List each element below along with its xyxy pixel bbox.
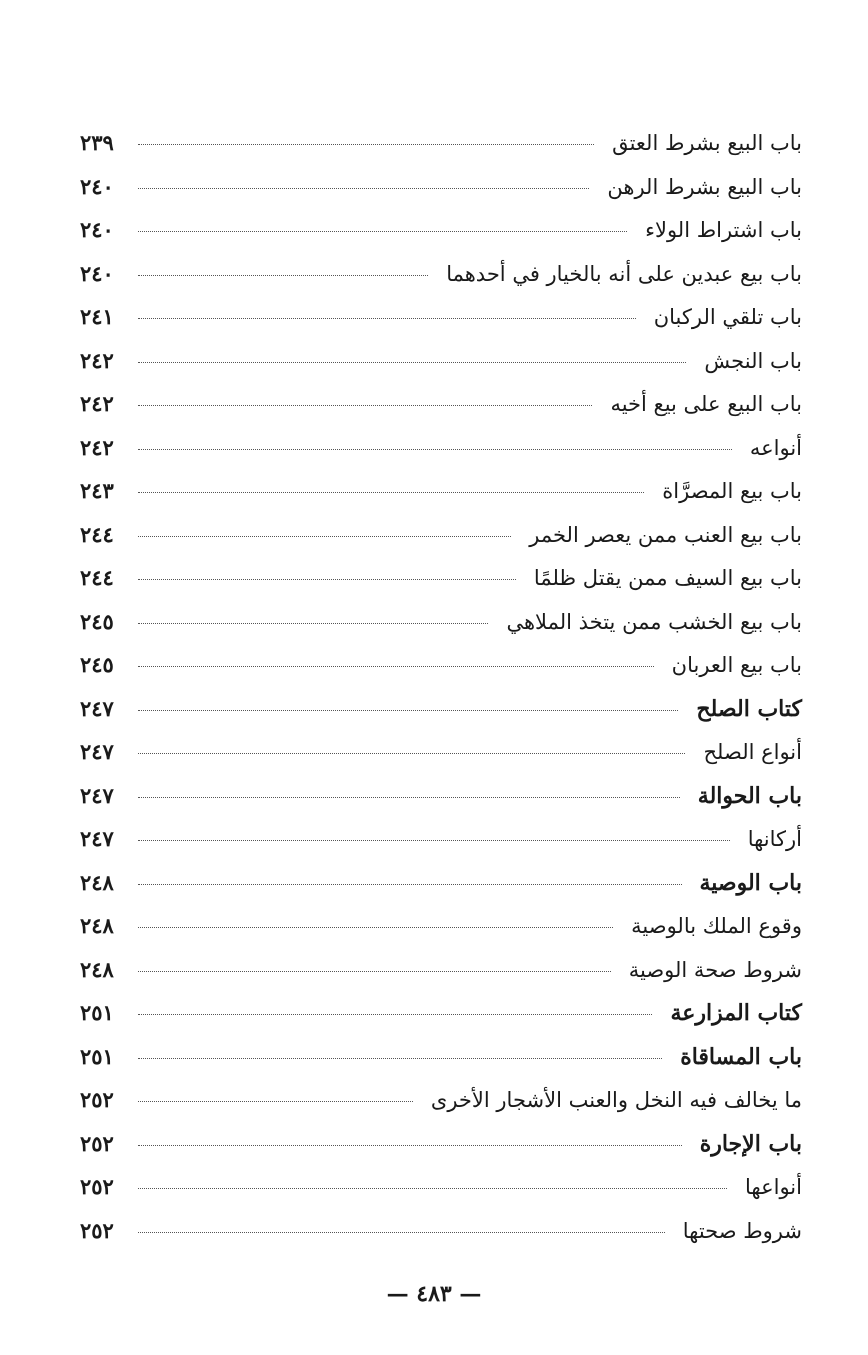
toc-entry: [80, 217, 802, 261]
toc-entry-page: ٢٤٢: [80, 347, 114, 373]
toc-entry-page: ٢٤٣: [80, 478, 114, 503]
dot-leader: [138, 231, 627, 232]
dot-leader: [138, 1014, 652, 1015]
toc-entry-page: ٢٥١: [80, 1000, 114, 1025]
toc-entry: [80, 913, 802, 957]
dot-leader: [138, 144, 594, 145]
toc-entry-title: باب الحوالة: [697, 782, 802, 809]
toc-entry-title: باب بيع العنب ممن يعصر الخمر: [529, 522, 802, 547]
toc-entry-page: ٢٤٧: [80, 782, 114, 808]
dot-leader: [138, 1101, 413, 1102]
toc-entry-page: ٢٤٠: [80, 173, 114, 199]
toc-entry-page: ٢٤٧: [80, 695, 114, 721]
toc-entry-title: باب بيع العربان: [671, 653, 802, 677]
dot-leader: [138, 362, 686, 363]
toc-entry-title: باب تلقي الركبان: [653, 305, 802, 329]
toc-entry-page: ٢٤٨: [80, 956, 114, 982]
dot-leader: [138, 1145, 682, 1146]
toc-entry-page: ٢٤٧: [80, 739, 114, 764]
dot-leader: [138, 666, 654, 667]
toc-entry: [80, 1000, 802, 1044]
dot-leader: [138, 188, 589, 189]
toc-entry-title: باب النجش: [704, 348, 802, 373]
toc-entry-title: باب بيع عبدين على أنه بالخيار في أحدهما: [446, 261, 802, 286]
toc-entry-page: ٢٤٠: [80, 260, 114, 286]
toc-entry-title: باب بيع السيف ممن يقتل ظلمًا: [533, 566, 802, 590]
toc-entry: [80, 348, 802, 392]
dot-leader: [138, 449, 732, 450]
table-of-contents: [80, 130, 802, 1261]
toc-entry-page: ٢٤٤: [80, 565, 114, 590]
toc-entry-title: باب بيع المصرَّاة: [662, 479, 802, 503]
toc-entry-page: ٢٥٢: [80, 1087, 114, 1112]
dot-leader: [138, 623, 488, 624]
page-number: — ٤٨٣ —: [386, 1281, 482, 1307]
toc-entry-title: باب اشتراط الولاء: [645, 218, 802, 242]
toc-entry-page: ٢٣٩: [80, 130, 114, 155]
toc-entry: [80, 739, 802, 783]
toc-entry-title: باب بيع الخشب ممن يتخذ الملاهي: [506, 609, 802, 634]
toc-entry-page: ٢٤٤: [80, 521, 114, 547]
toc-entry-title: أنواع الصلح: [703, 740, 802, 764]
dot-leader: [138, 884, 682, 885]
dot-leader: [138, 1188, 727, 1189]
toc-entry-page: ٢٤٨: [80, 913, 114, 938]
dot-leader: [138, 797, 680, 798]
dot-leader: [138, 318, 636, 319]
toc-entry-title: باب البيع على بيع أخيه: [610, 392, 802, 416]
dot-leader: [138, 927, 613, 928]
dot-leader: [138, 579, 516, 580]
toc-entry: [80, 1087, 802, 1131]
toc-entry-title: شروط صحة الوصية: [628, 957, 802, 982]
toc-entry-page: ٢٥٢: [80, 1174, 114, 1199]
toc-entry-page: ٢٤٢: [80, 391, 114, 416]
dot-leader: [138, 971, 611, 972]
toc-entry: [80, 652, 802, 696]
dot-leader: [138, 492, 644, 493]
toc-entry: [80, 478, 802, 522]
toc-entry-page: ٢٤٠: [80, 217, 114, 242]
toc-entry-title: باب الإجارة: [699, 1130, 802, 1157]
toc-entry: [80, 174, 802, 218]
toc-entry-title: باب البيع بشرط الرهن: [607, 174, 802, 199]
toc-entry: [80, 696, 802, 740]
toc-entry: [80, 1044, 802, 1088]
toc-entry-title: كتاب المزارعة: [670, 1000, 802, 1026]
toc-entry: [80, 304, 802, 348]
toc-entry-page: ٢٤١: [80, 304, 114, 329]
toc-entry-page: ٢٤٢: [80, 434, 114, 460]
toc-entry-page: ٢٥٢: [80, 1130, 114, 1156]
toc-entry-page: ٢٤٥: [80, 608, 114, 634]
toc-entry-title: أنواعه: [749, 435, 802, 460]
toc-entry: [80, 1131, 802, 1175]
toc-entry: [80, 565, 802, 609]
dot-leader: [138, 275, 428, 276]
toc-entry-title: كتاب الصلح: [696, 695, 802, 722]
toc-entry: [80, 1174, 802, 1218]
dot-leader: [138, 840, 730, 841]
toc-entry: [80, 435, 802, 479]
toc-entry: [80, 130, 802, 174]
toc-entry: [80, 1218, 802, 1262]
dot-leader: [138, 710, 678, 711]
toc-entry: [80, 870, 802, 914]
dot-leader: [138, 753, 685, 754]
toc-entry-page: ٢٥٢: [80, 1217, 114, 1243]
toc-entry-title: باب الوصية: [699, 869, 802, 896]
toc-entry-page: ٢٤٥: [80, 652, 114, 677]
toc-entry: [80, 391, 802, 435]
toc-entry: [80, 957, 802, 1001]
toc-entry-title: شروط صحتها: [682, 1218, 802, 1243]
toc-entry: [80, 783, 802, 827]
toc-entry-title: أنواعها: [745, 1175, 802, 1199]
toc-entry-title: أركانها: [747, 827, 802, 851]
toc-entry-title: وقوع الملك بالوصية: [631, 914, 802, 938]
toc-entry: [80, 261, 802, 305]
toc-entry-page: ٢٤٧: [80, 826, 114, 851]
dot-leader: [138, 405, 592, 406]
dot-leader: [138, 536, 511, 537]
dot-leader: [138, 1232, 665, 1233]
toc-entry: [80, 826, 802, 870]
toc-entry-title: ما يخالف فيه النخل والعنب الأشجار الأخرى: [430, 1088, 802, 1112]
toc-entry-title: باب المساقاة: [680, 1043, 802, 1070]
toc-entry-page: ٢٤٨: [80, 869, 114, 895]
toc-entry-title: باب البيع بشرط العتق: [612, 131, 802, 155]
toc-entry: [80, 522, 802, 566]
toc-entry: [80, 609, 802, 653]
dot-leader: [138, 1058, 662, 1059]
toc-entry-page: ٢٥١: [80, 1043, 114, 1069]
